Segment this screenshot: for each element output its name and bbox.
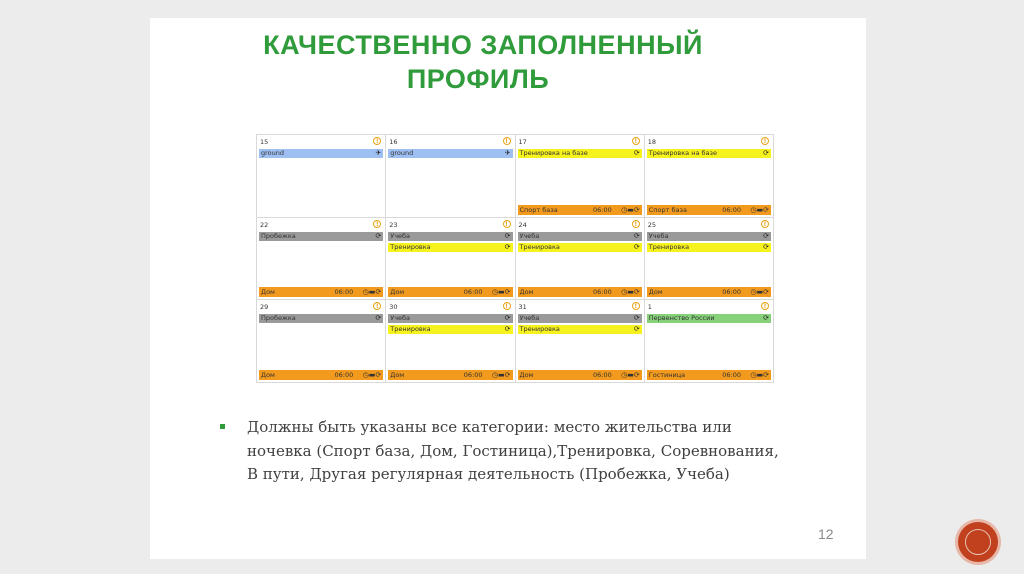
- event-bar[interactable]: [647, 232, 771, 241]
- refresh-icon: ⟳: [375, 314, 382, 323]
- alert-icon[interactable]: !: [632, 137, 640, 145]
- clock-bed-refresh-icon: ◷▬⟳: [362, 288, 382, 297]
- calendar-day-cell[interactable]: [645, 218, 774, 301]
- accommodation-bar[interactable]: [647, 287, 771, 297]
- calendar-day-cell[interactable]: [516, 135, 645, 218]
- accommodation-time: 06:00: [593, 288, 612, 297]
- alert-icon[interactable]: !: [503, 302, 511, 310]
- refresh-icon: ⟳: [633, 325, 640, 334]
- bullet-text: Должны быть указаны все категории: место жительства или ночевка (Спорт база, Дом, Гостиница),Тренировка, Соревнования, В пути, Другая регулярная деятельность (Пробежка, Учеба): [247, 418, 779, 483]
- event-bar[interactable]: [388, 149, 512, 158]
- calendar-grid: [256, 134, 774, 383]
- page-number: 12: [818, 526, 834, 542]
- clock-bed-refresh-icon: ◷▬⟳: [362, 370, 382, 379]
- event-label: Тренировка на базе: [519, 149, 588, 157]
- accommodation-label: Спорт база: [519, 205, 558, 214]
- day-number: 17: [518, 138, 527, 146]
- event-label: Учеба: [519, 314, 540, 323]
- day-number: 16: [389, 138, 398, 146]
- event-bar[interactable]: [518, 325, 642, 334]
- event-label: Тренировка на базе: [648, 149, 717, 157]
- accommodation-bar[interactable]: [388, 370, 512, 380]
- accommodation-label: Спорт база: [648, 205, 687, 214]
- accommodation-time: 06:00: [722, 205, 741, 214]
- bullet-list: [220, 416, 790, 487]
- refresh-icon: ⟳: [633, 242, 640, 251]
- event-label: ground: [390, 149, 414, 157]
- slide-title: [150, 28, 866, 96]
- event-label: ground: [261, 149, 284, 157]
- accommodation-label: Дом: [390, 370, 405, 379]
- refresh-icon: ⟳: [504, 314, 511, 323]
- calendar-day-cell[interactable]: [516, 218, 645, 301]
- day-number: 29: [260, 303, 269, 312]
- event-bar[interactable]: [388, 314, 512, 323]
- event-bar[interactable]: [647, 314, 771, 323]
- accommodation-bar[interactable]: [518, 287, 642, 297]
- day-number: 22: [260, 220, 269, 229]
- event-label: Пробежка: [261, 231, 296, 240]
- accommodation-time: 06:00: [463, 370, 483, 379]
- alert-icon[interactable]: !: [503, 220, 511, 228]
- refresh-icon: ⟳: [504, 242, 511, 251]
- clock-bed-refresh-icon: ◷▬⟳: [750, 288, 769, 297]
- accommodation-time: 06:00: [593, 205, 612, 214]
- alert-icon[interactable]: !: [761, 220, 769, 228]
- event-label: Учеба: [390, 231, 411, 240]
- clock-bed-refresh-icon: ◷▬⟳: [621, 370, 640, 379]
- day-number: 23: [389, 220, 398, 229]
- refresh-icon: ⟳: [763, 314, 769, 323]
- accommodation-label: Дом: [390, 288, 405, 297]
- calendar-day-cell[interactable]: [386, 135, 515, 218]
- accommodation-time: 06:00: [334, 288, 354, 297]
- accommodation-bar[interactable]: [647, 370, 771, 380]
- accommodation-bar[interactable]: [388, 287, 512, 297]
- day-number: 30: [389, 303, 398, 312]
- day-number: 25: [647, 220, 657, 229]
- day-number: 1: [647, 303, 652, 312]
- event-bar[interactable]: [647, 243, 771, 252]
- title-line-1: КАЧЕСТВЕННО ЗАПОЛНЕННЫЙ: [263, 30, 703, 60]
- refresh-icon: ⟳: [763, 231, 769, 240]
- accommodation-time: 06:00: [593, 370, 612, 379]
- alert-icon[interactable]: !: [632, 302, 640, 310]
- nav-circle-button[interactable]: [958, 522, 998, 562]
- calendar-day-cell[interactable]: [645, 300, 774, 383]
- alert-icon[interactable]: !: [373, 220, 381, 228]
- calendar-day-cell[interactable]: [386, 218, 515, 301]
- event-label: Первенство России: [648, 314, 715, 323]
- refresh-icon: ⟳: [763, 242, 769, 251]
- refresh-icon: ⟳: [375, 231, 382, 240]
- accommodation-time: 06:00: [463, 288, 483, 297]
- accommodation-time: 06:00: [722, 370, 741, 379]
- alert-icon[interactable]: !: [503, 137, 511, 145]
- clock-bed-refresh-icon: ◷▬⟳: [621, 288, 640, 297]
- accommodation-label: Дом: [261, 288, 275, 297]
- calendar-day-cell[interactable]: [645, 135, 774, 218]
- clock-bed-refresh-icon: ◷▬⟳: [750, 370, 769, 379]
- refresh-icon: ⟳: [633, 314, 640, 323]
- accommodation-label: Гостиница: [648, 370, 686, 379]
- refresh-icon: ⟳: [633, 149, 640, 157]
- event-bar[interactable]: [518, 149, 642, 158]
- event-bar[interactable]: [518, 232, 642, 241]
- accommodation-label: Дом: [519, 370, 534, 379]
- refresh-icon: ⟳: [763, 149, 769, 157]
- event-label: Тренировка: [390, 325, 431, 334]
- day-number: 24: [518, 220, 527, 229]
- event-bar[interactable]: [518, 243, 642, 252]
- day-number: 31: [518, 303, 527, 312]
- event-label: Тренировка: [648, 242, 690, 251]
- accommodation-label: Дом: [261, 370, 275, 379]
- day-number: 15: [260, 138, 269, 146]
- event-label: Учеба: [519, 231, 540, 240]
- event-bar[interactable]: [259, 314, 383, 323]
- event-label: Пробежка: [261, 314, 296, 323]
- event-bar[interactable]: [259, 149, 383, 158]
- event-bar[interactable]: [388, 325, 512, 334]
- accommodation-bar[interactable]: [259, 370, 383, 380]
- accommodation-time: 06:00: [722, 288, 741, 297]
- calendar-day-cell[interactable]: [257, 135, 386, 218]
- event-label: Тренировка: [390, 242, 431, 251]
- clock-bed-refresh-icon: ◷▬⟳: [750, 205, 769, 214]
- event-label: Учеба: [390, 314, 411, 323]
- event-label: Учеба: [648, 231, 669, 240]
- event-label: Тренировка: [519, 242, 560, 251]
- accommodation-bar[interactable]: [518, 205, 642, 215]
- refresh-icon: ⟳: [633, 231, 640, 240]
- accommodation-bar[interactable]: [518, 370, 642, 380]
- bullet-square-icon: [220, 424, 225, 429]
- event-bar[interactable]: [647, 149, 771, 158]
- event-bar[interactable]: [388, 243, 512, 252]
- accommodation-label: Дом: [519, 288, 534, 297]
- plane-icon: ✈: [375, 149, 382, 157]
- title-line-2: ПРОФИЛЬ: [406, 64, 550, 94]
- event-bar[interactable]: [259, 232, 383, 241]
- clock-bed-refresh-icon: ◷▬⟳: [491, 288, 511, 297]
- alert-icon[interactable]: !: [761, 137, 769, 145]
- alert-icon[interactable]: !: [373, 302, 381, 310]
- calendar-day-cell[interactable]: [257, 218, 386, 301]
- refresh-icon: ⟳: [504, 231, 511, 240]
- day-number: 18: [647, 138, 657, 146]
- plane-icon: ✈: [504, 149, 511, 157]
- event-bar[interactable]: [388, 232, 512, 241]
- clock-bed-refresh-icon: ◷▬⟳: [491, 370, 511, 379]
- accommodation-bar[interactable]: [647, 205, 771, 215]
- event-label: Тренировка: [519, 325, 560, 334]
- event-bar[interactable]: [518, 314, 642, 323]
- accommodation-label: Дом: [648, 288, 663, 297]
- alert-icon[interactable]: !: [632, 220, 640, 228]
- alert-icon[interactable]: !: [761, 302, 769, 310]
- refresh-icon: ⟳: [504, 325, 511, 334]
- clock-bed-refresh-icon: ◷▬⟳: [621, 205, 640, 214]
- calendar-day-cell[interactable]: [386, 300, 515, 383]
- alert-icon[interactable]: !: [373, 137, 381, 145]
- accommodation-bar[interactable]: [259, 287, 383, 297]
- calendar-day-cell[interactable]: [516, 300, 645, 383]
- calendar-day-cell[interactable]: [257, 300, 386, 383]
- accommodation-time: 06:00: [334, 370, 354, 379]
- slide: [150, 18, 866, 559]
